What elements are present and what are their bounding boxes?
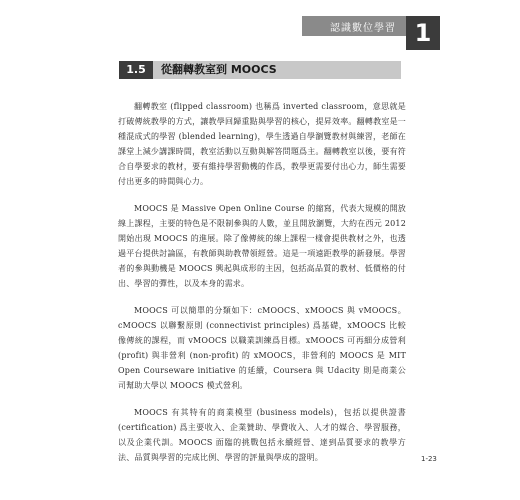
section-heading bbox=[119, 61, 401, 79]
chapter-number-badge: 1 bbox=[406, 16, 440, 50]
paragraph: 翻轉教室 (flipped classroom) 也稱爲 inverted classroom，意思就是打破傳統教學的方式，讓教學回歸重點與學習的核心，提昇效率。翻轉教室是一種混成式的學習 (blended learning)，學生透過自學瀏覽教材與練習，老師在課堂上減少講課時間，教室活動以互動與解答問題爲主。翻轉教室以後，要有符合自學要求的教材，要有維持學習動機的作爲，教學更需要付出心力，師生需要付出更多的時間與心力。 bbox=[118, 102, 406, 186]
paragraph: MOOCS 有其特有的商業模型 (business models)，包括以提供證書 (certification) 爲主要收入、企業贊助、學費收入、人才的媒合、學習服務，以及企業代訓。MOOCS 面臨的挑戰包括永續經營、達到品質要求的教學方法、品質與學習的完成比例、學習的評量與學成的證明。 bbox=[118, 408, 406, 462]
running-header-title: 認識數位學習 bbox=[330, 23, 396, 34]
section-title: 從翻轉教室到 MOOCS bbox=[161, 63, 277, 76]
running-header bbox=[302, 16, 406, 36]
body-text bbox=[118, 99, 406, 477]
paragraph: MOOCS 是 Massive Open Online Course 的縮寫，代表大規模的開放線上課程，主要的特色是不限制參與的人數，並且開放瀏覽，大約在西元 2012 開始出現 MOOCS 的進展。除了像傳統的線上課程一樣會提供教材之外，也透過平台提供討論區，有教師與助教帶領經營。這是一項遠距教學的新發展。學習者的參與動機是 MOOCS 興起與成形的主因，包括高品質的教材、低價格的付出、學習的彈性，以及本身的需求。 bbox=[118, 204, 406, 288]
page-number: 1-23 bbox=[421, 455, 437, 463]
section-number: 1.5 bbox=[119, 61, 153, 79]
paragraph: MOOCS 可以簡單的分類如下：cMOOCS、xMOOCS 與 vMOOCS。cMOOCS 以聯繫原則 (connectivist principles) 爲基礎，xMOOCS 比較像傳統的課程，而 vMOOCS 以職業訓練爲目標。xMOOCS 可再細分成營利 (profit) 與非營利 (non-profit) 的 xMOOCS，非營利的 MOOCS 是 MIT Open Courseware initiative 的延續，Coursera 與 Udacity 則是商業公司幫助大學以 MOOCS 模式營利。 bbox=[118, 306, 406, 390]
